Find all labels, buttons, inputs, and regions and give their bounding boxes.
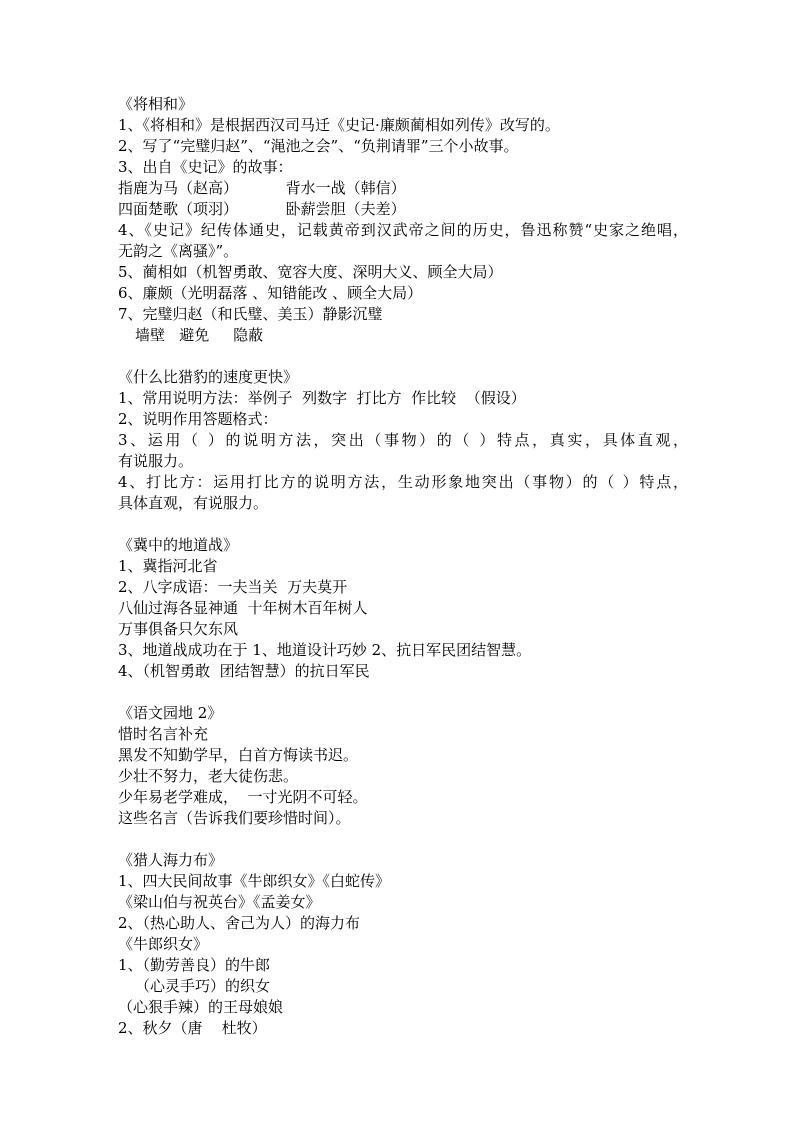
note-line: 3、运用（ ）的说明方法，突出（事物）的（ ）特点，真实，具体直观， (118, 431, 688, 449)
idiom-line: 四面楚歌（项羽） 卧薪尝胆（夫差） (118, 200, 406, 218)
note-line: 2、说明作用答题格式： (118, 410, 278, 428)
section-spacer (118, 346, 688, 367)
note-line: 4、《史记》纪传体通史，记载黄帝到汉武帝之间的历史，鲁迅称赞“史家之绝唱， (118, 221, 688, 239)
document-body (118, 94, 688, 1039)
note-line: 5、蔺相如（机智勇敢、宽容大度、深明大义、顾全大局） (118, 263, 503, 281)
note-line: 无韵之《离骚》”。 (118, 242, 239, 260)
idiom-line: 指鹿为马（赵高） 背水一战（韩信） (118, 179, 406, 197)
note-line: 6、廉颇（光明磊落 、知错能改 、顾全大局） (118, 284, 423, 302)
note-line: （心灵手巧）的织女 (135, 977, 271, 995)
note-line: 1、《将相和》是根据西汉司马迁《史记·廉颇蔺相如列传》改写的。 (118, 116, 560, 134)
note-line: 2、秋夕（唐 杜牧） (118, 1019, 267, 1037)
note-line: 4、（机智勇敢 团结智慧）的抗日军民 (118, 662, 370, 680)
subsection-title-cowherd-weaver: 《牛郎织女》 (118, 935, 209, 953)
note-line: 7、完璧归赵（和氏璧、美玉）静影沉璧 (118, 305, 383, 323)
section-title-language-garden: 《语文园地 2》 (118, 704, 223, 722)
note-line: 3、出自《史记》的故事： (118, 158, 293, 176)
note-line: 3、地道战成功在于 1、地道设计巧妙 2、抗日军民团结智慧。 (118, 641, 532, 659)
note-line: 有说服力。 (118, 452, 194, 470)
note-line: 这些名言（告诉我们要珍惜时间）。 (118, 809, 351, 827)
note-line: 1、冀指河北省 (118, 557, 218, 575)
note-line: 《梁山伯与祝英台》《孟姜女》 (118, 893, 321, 911)
note-line: 具体直观，有说服力。 (118, 494, 269, 512)
idiom-line: 八仙过海各显神通 十年树木百年树人 (118, 599, 368, 617)
section-spacer (118, 514, 688, 535)
section-title-tunnel-warfare: 《冀中的地道战》 (118, 536, 239, 554)
note-line: 1、（勤劳善良）的牛郎 (118, 956, 271, 974)
quote-line: 少年易老学难成， 一寸光阴不可轻。 (118, 788, 368, 806)
section-title-jiang-xiang-he: 《将相和》 (118, 95, 194, 113)
section-spacer (118, 682, 688, 703)
note-line: 惜时名言补充 (118, 725, 209, 743)
section-title-cheetah: 《什么比猎豹的速度更快》 (118, 368, 299, 386)
note-line: 1、四大民间故事《牛郎织女》《白蛇传》 (118, 872, 391, 890)
idiom-line: 万事俱备只欠东风 (118, 620, 239, 638)
quote-line: 黑发不知勤学早，白首方悔读书迟。 (118, 746, 359, 764)
note-line: 4、打比方：运用打比方的说明方法，生动形象地突出（事物）的（ ）特点， (118, 473, 688, 491)
note-line: 1、常用说明方法：举例子 列数字 打比方 作比较 （假设） (118, 389, 526, 407)
note-line: 2、写了“完璧归赵”、“渑池之会”、“负荆请罪”三个小故事。 (118, 137, 519, 155)
vocab-line: 墙壁 避免 隐蔽 (135, 326, 264, 344)
section-title-hunter-hailibu: 《猎人海力布》 (118, 851, 224, 869)
note-line: 2、八字成语：一夫当关 万夫莫开 (118, 578, 348, 596)
note-line: （心狠手辣）的王母娘娘 (118, 998, 284, 1016)
section-spacer (118, 829, 688, 850)
quote-line: 少壮不努力，老大徒伤悲。 (118, 767, 299, 785)
note-line: 2、（热心助人、舍己为人）的海力布 (118, 914, 361, 932)
